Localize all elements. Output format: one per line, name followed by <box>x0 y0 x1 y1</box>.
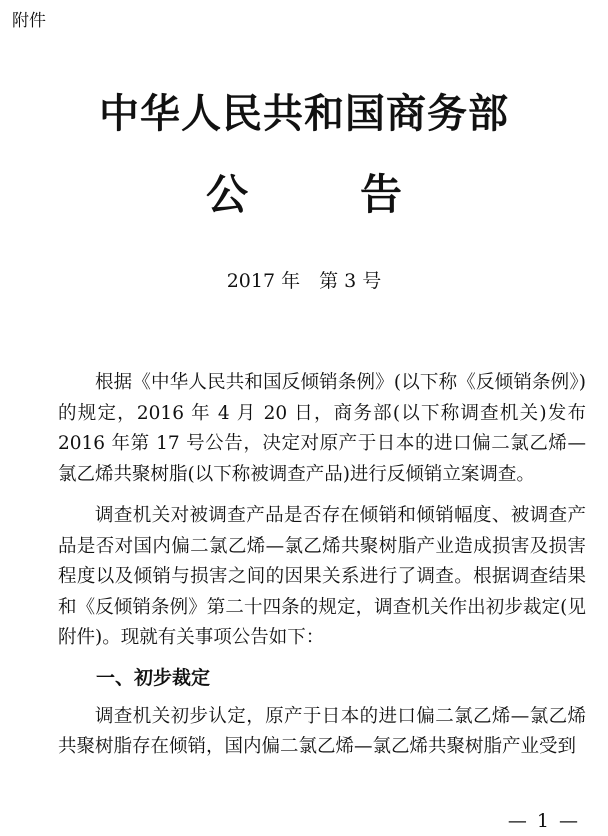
document-number: 2017 年 第 3 号 <box>226 270 382 292</box>
section-heading: 一、初步裁定 <box>96 666 211 689</box>
notice-title: 公告 <box>205 170 514 219</box>
organization-title: 中华人民共和国商务部 <box>99 90 509 137</box>
document-body <box>58 368 586 763</box>
paragraph: 调查机关对被调查产品是否存在倾销和倾销幅度、被调查产品是否对国内偏二氯乙烯—氯乙烯共聚树脂产业造成损害及损害程度以及倾销与损害之间的因果关系进行了调查。根据调查结果和《反倾销条例》第二十四条的规定，调查机关作出初步裁定(见附件)。现就有关事项公告如下： <box>58 505 586 648</box>
paragraph: 调查机关初步认定，原产于日本的进口偏二氯乙烯—氯乙烯共聚树脂存在倾销，国内偏二氯乙烯—氯乙烯共聚树脂产业受到 <box>58 705 586 757</box>
attachment-label: 附件 <box>12 11 46 31</box>
page-number: — 1 — <box>507 810 580 832</box>
paragraph: 根据《中华人民共和国反倾销条例》(以下称《反倾销条例》)的规定，2016 年 4 月 20 日，商务部(以下称调查机关)发布 2016 年第 17 号公告，决定对原产于日本的进口偏二氯乙烯—氯乙烯共聚树脂(以下称被调查产品)进行反倾销立案调查。 <box>58 372 586 485</box>
